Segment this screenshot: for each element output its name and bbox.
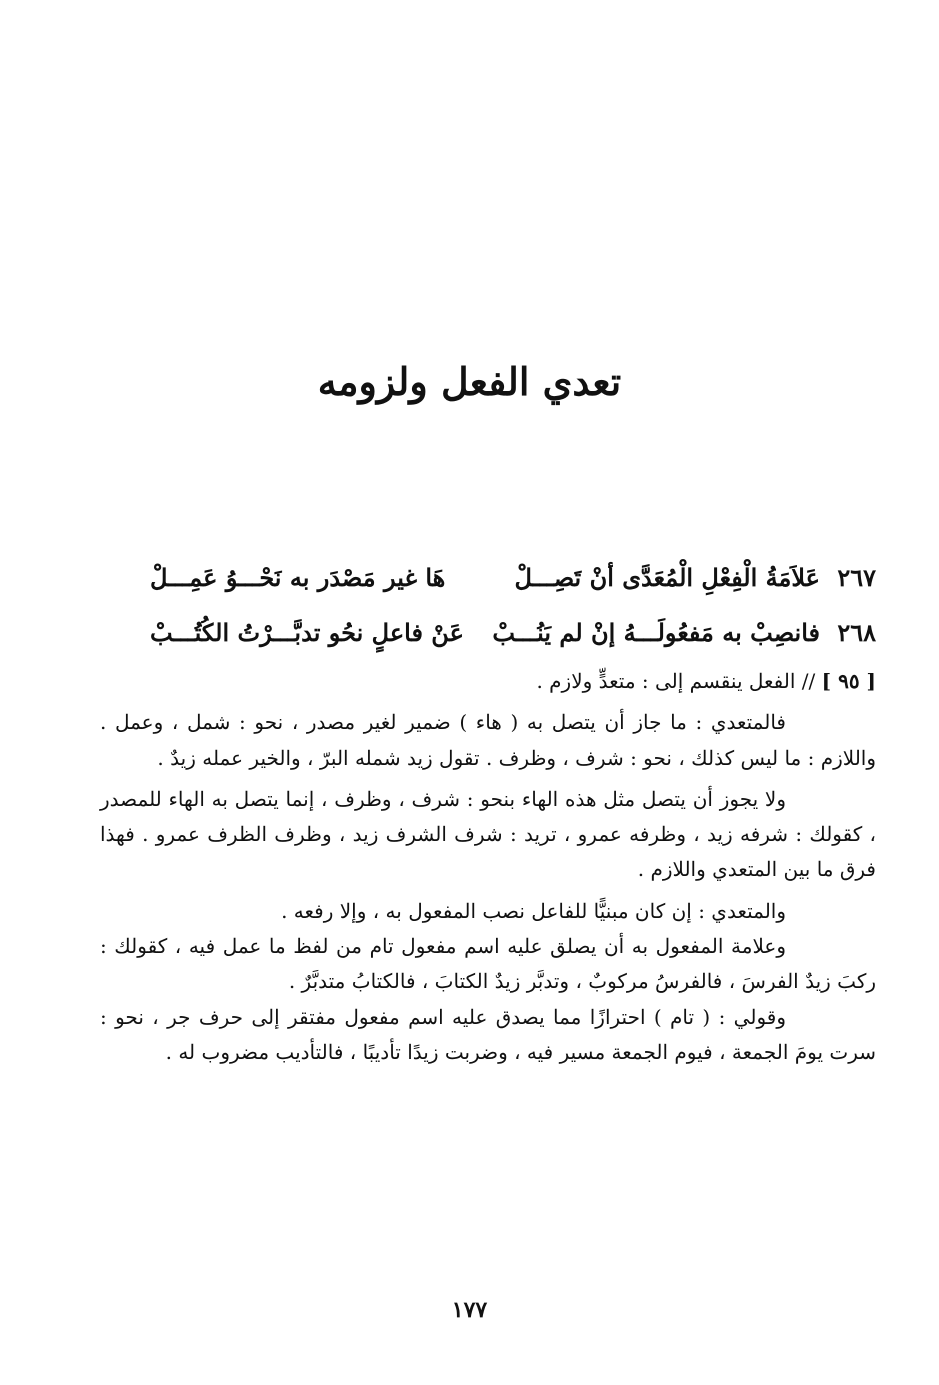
verse-first-half: عَلاَمَةُ الْفِعْلِ الْمُعَدَّى أنْ تَصِـــلْ [514, 563, 820, 592]
intro-text: // الفعل ينقسم إلى : متعدٍّ ولازم . [536, 669, 816, 693]
verse-number: ٢٦٧ [837, 563, 876, 592]
verse-first-half: فانصِبْ به مَفعُولَـــهُ إنْ لم يَنُـــبْ [492, 618, 820, 647]
paragraph: وعلامة المفعول به أن يصلق عليه اسم مفعول تام من لفظ ما عمل فيه ، كقولك : ركبَ زيدٌ الفرسَ ، فالفرسُ مركوبٌ ، وتدبَّر زيدٌ الكتابَ ، فالكتابُ متدبَّرٌ . [100, 934, 876, 994]
commentary-intro [100, 664, 876, 699]
paragraph: ولا يجوز أن يتصل مثل هذه الهاء بنحو : شرف ، وظرف ، إنما يتصل به الهاء للمصدر ، كقولك : شرفه زيد ، وظرفه عمرو ، تريد : شرف الشرف زيد ، وظرف الظرف عمرو . فهذا فرق ما بين المتعدي واللازم . [100, 786, 876, 882]
commentary [100, 664, 876, 1070]
paragraph: والمتعدي : إن كان مبنيًّا للفاعل نصب المفعول به ، وإلا رفعه . [281, 898, 786, 923]
paragraph: فالمتعدي : ما جاز أن يتصل به ( هاء ) ضمير لغير مصدر ، نحو : شمل ، وعمل . واللازم : ما ليس كذلك ، نحو : شرف ، وظرف . تقول زيد شمله البرّ ، والخير عمله زيدٌ . [100, 710, 876, 770]
section-reference: [ ٩٥ ] [821, 669, 876, 693]
verse-line [150, 610, 876, 656]
chapter-title: تعدي الفعل ولزومه [317, 359, 622, 404]
paragraph: وقولي : ( تام ) احترازًا مما يصدق عليه اسم مفعول مفتقر إلى حرف جر ، نحو : سرت يومَ الجمعة ، فيوم الجمعة مسير فيه ، وضربت زيدًا تأديبًا ، فالتأديب مضروب له . [100, 1004, 876, 1064]
verse-line [150, 555, 876, 601]
verse-number: ٢٦٨ [837, 618, 876, 647]
verse-second-half: هَا غير مَصْدَر به نَحْـــوُ عَمِـــلْ [150, 563, 446, 592]
verse-second-half: عَنْ فاعلٍ نحُو تدبَّـــرْتُ الكُتُـــبْ [150, 618, 464, 647]
page-number: ١٧٧ [451, 1297, 488, 1323]
